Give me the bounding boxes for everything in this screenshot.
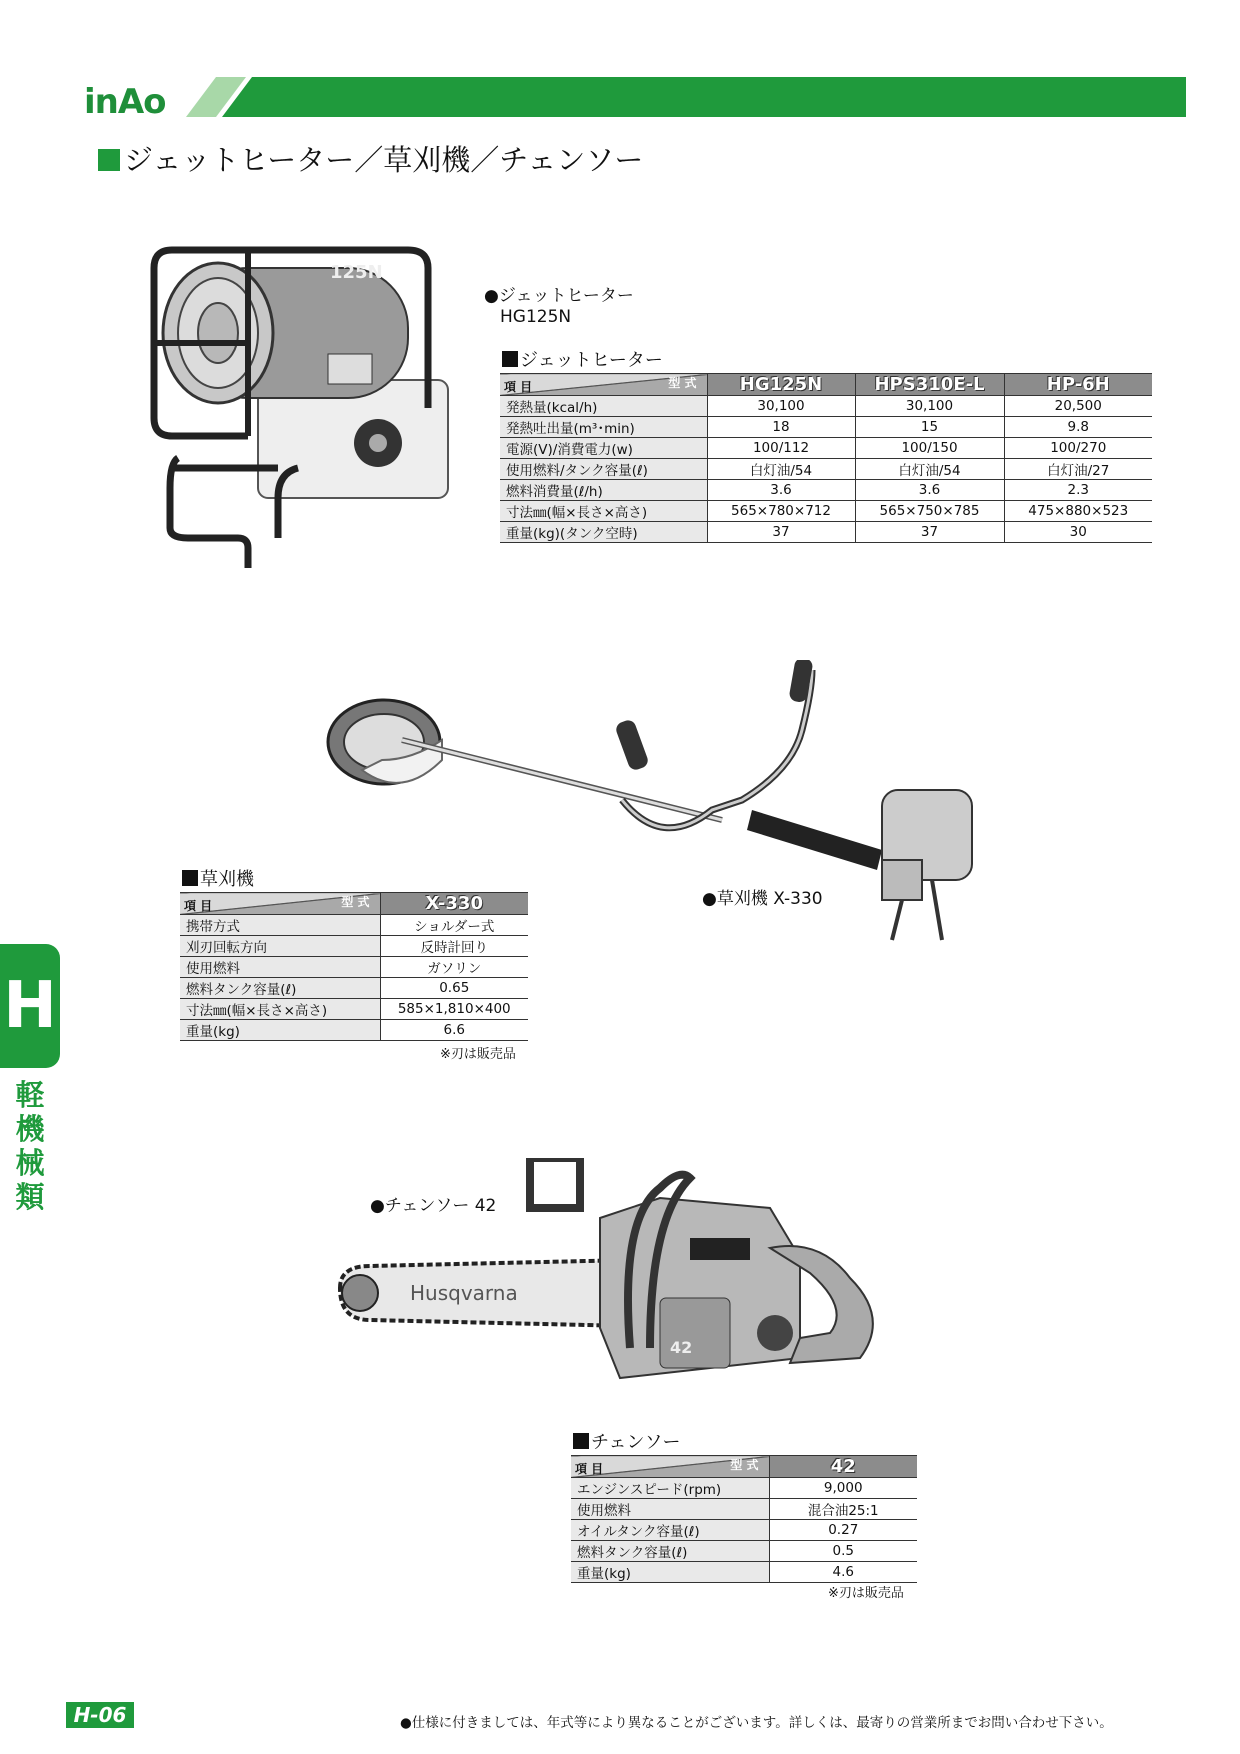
section-square-icon xyxy=(182,870,198,886)
chainsaw-image xyxy=(330,1158,930,1398)
title-square-icon xyxy=(98,149,120,171)
table-row: 発熱量(kcal/h) 30,100 30,100 20,500 xyxy=(500,396,1152,417)
table-corner-cell: 型 式 項 目 xyxy=(571,1456,769,1478)
model-header: HP-6H xyxy=(1004,374,1152,396)
table-row: 重量(kg) 4.6 xyxy=(571,1562,917,1583)
mower-note: ※刃は販売品 xyxy=(440,1047,516,1062)
model-header: 42 xyxy=(769,1456,917,1478)
header-bar xyxy=(186,77,1186,117)
mower-caption: ●草刈機 X-330 xyxy=(702,889,823,909)
page-title: ジェットヒーター／草刈機／チェンソー xyxy=(98,140,643,180)
table-row: 刈刃回転方向 反時計回り xyxy=(180,936,528,957)
table-row: 使用燃料 混合油25:1 xyxy=(571,1499,917,1520)
table-row: 寸法㎜(幅×長さ×高さ) 565×780×712 565×750×785 475×880×523 xyxy=(500,501,1152,522)
chainsaw-note: ※刃は販売品 xyxy=(828,1586,904,1601)
table-row: オイルタンク容量(ℓ) 0.27 xyxy=(571,1520,917,1541)
table-row: 燃料消費量(ℓ/h) 3.6 3.6 2.3 xyxy=(500,480,1152,501)
footer-notice: ●仕様に付きましては、年式等により異なることがございます。詳しくは、最寄りの営業所までお問い合わせ下さい。 xyxy=(400,1715,1113,1731)
table-corner-cell: 型 式 項 目 xyxy=(500,374,707,396)
chainsaw-spec-table xyxy=(571,1455,917,1583)
section-square-icon xyxy=(573,1433,589,1449)
heater-spec-table xyxy=(500,373,1152,543)
table-row: 燃料タンク容量(ℓ) 0.65 xyxy=(180,978,528,999)
table-row: 使用燃料 ガソリン xyxy=(180,957,528,978)
model-header: HG125N xyxy=(707,374,855,396)
chainsaw-model-label: 42 xyxy=(670,1338,693,1357)
table-header-row xyxy=(500,374,1152,396)
page-number: H-06 xyxy=(66,1702,134,1728)
chainsaw-brand: Husqvarna xyxy=(410,1281,518,1305)
table-row: 重量(kg) 6.6 xyxy=(180,1020,528,1041)
table-row: 電源(V)/消費電力(w) 100/112 100/150 100/270 xyxy=(500,438,1152,459)
model-header: HPS310E-L xyxy=(855,374,1004,396)
section-tab: H xyxy=(0,944,60,1068)
mower-spec-table xyxy=(180,892,528,1041)
jet-heater-image xyxy=(148,238,456,578)
company-logo: inAo xyxy=(84,82,166,122)
table-corner-cell: 型 式 項 目 xyxy=(180,893,380,915)
section-tab-label: 軽 機 械 類 xyxy=(15,1078,45,1214)
table-row: 使用燃料/タンク容量(ℓ) 白灯油/54 白灯油/54 白灯油/27 xyxy=(500,459,1152,480)
section-square-icon xyxy=(502,351,518,367)
table-row: 重量(kg)(タンク空時) 37 37 30 xyxy=(500,522,1152,543)
table-row: 燃料タンク容量(ℓ) 0.5 xyxy=(571,1541,917,1562)
table-row: 携帯方式 ショルダー式 xyxy=(180,915,528,936)
heater-model-label: 125N xyxy=(330,262,383,283)
mower-section-title: 草刈機 xyxy=(182,869,254,891)
chainsaw-caption: ●チェンソー 42 xyxy=(370,1196,497,1216)
table-row: 発熱吐出量(m³･min) 18 15 9.8 xyxy=(500,417,1152,438)
table-header-row xyxy=(571,1456,917,1478)
heater-caption: ●ジェットヒーター HG125N xyxy=(484,286,634,327)
model-header: X-330 xyxy=(380,893,528,915)
table-header-row xyxy=(180,893,528,915)
heater-section-title: ジェットヒーター xyxy=(502,350,663,372)
chainsaw-section-title: チェンソー xyxy=(573,1432,680,1454)
table-row: 寸法㎜(幅×長さ×高さ) 585×1,810×400 xyxy=(180,999,528,1020)
table-row: エンジンスピード(rpm) 9,000 xyxy=(571,1478,917,1499)
